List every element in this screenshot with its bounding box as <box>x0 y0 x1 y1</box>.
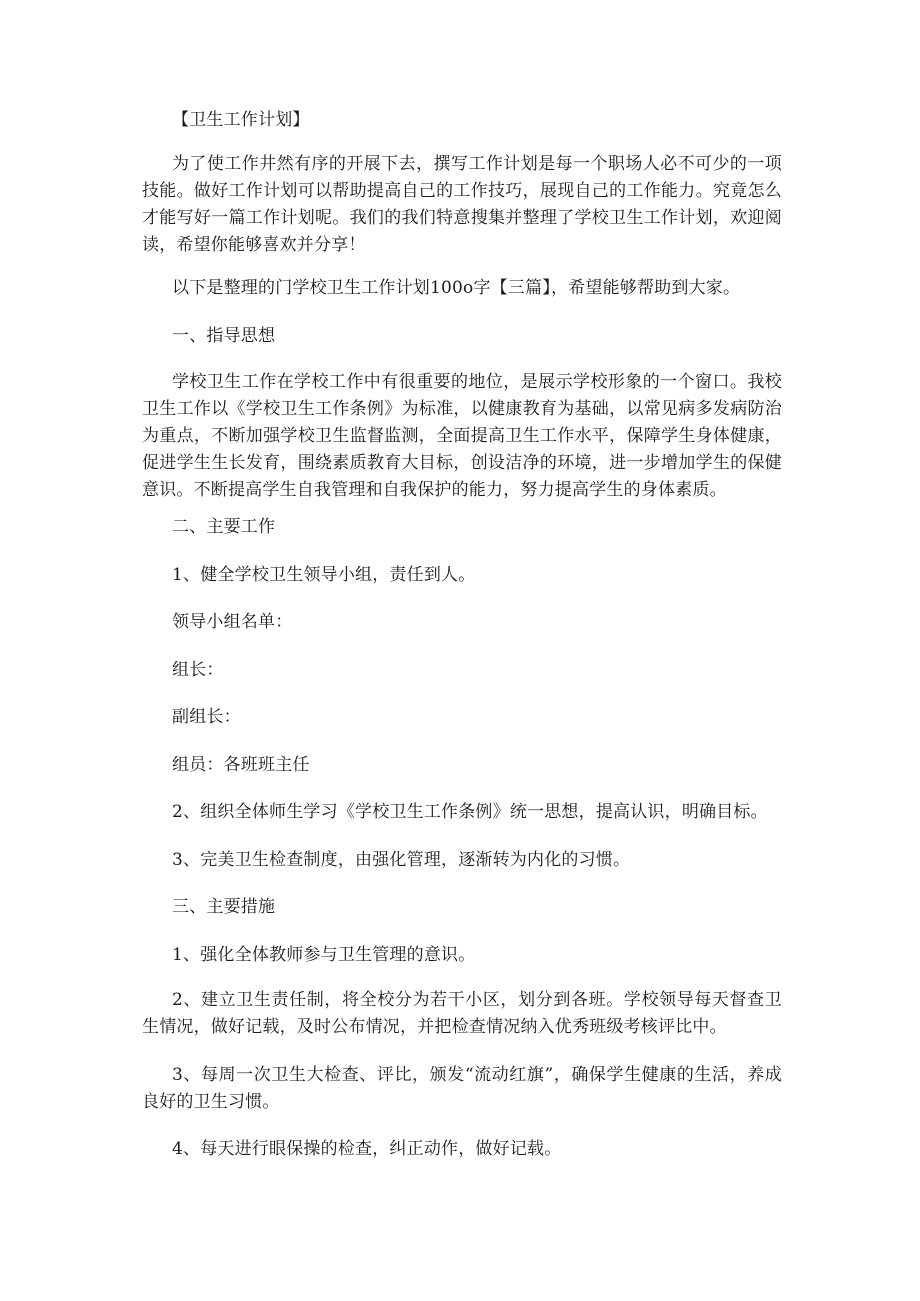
section3-item-2: 2、建立卫生责任制，将全校分为若干小区，划分到各班。学校领导每天督查卫生情况，做好记载，及时公布情况，并把检查情况纳入优秀班级考核评比中。 <box>142 990 782 1037</box>
section3-item-4: 4、每天进行眼保操的检查，纠正动作，做好记载。 <box>172 1139 562 1159</box>
section1-heading: 一、指导思想 <box>172 326 276 346</box>
section1-body: 学校卫生工作在学校工作中有很重要的地位，是展示学校形象的一个窗口。我校卫生工作以《学校卫生工作条例》为标准，以健康教育为基础，以常见病多发病防治为重点，不断加强学校卫生监督监测，全面提高卫生工作水平，保障学生身体健康，促进学生生长发育，围绕素质教育大目标，创设洁净的环境，进一步增加学生的保健意识。不断提高学生自我管理和自我保护的能力，努力提高学生的身体素质。 <box>142 372 782 500</box>
vice-leader-label: 副组长： <box>172 707 241 727</box>
intro-paragraph: 为了使工作井然有序的开展下去，撰写工作计划是每一个职场人必不可少的一项技能。做好工作计划可以帮助提高自己的工作技巧，展现自己的工作能力。究竟怎么才能写好一篇工作计划呢。我们的我们特意搜集并整理了学校卫生工作计划，欢迎阅读，希望你能够喜欢并分享！ <box>142 154 782 255</box>
lead-paragraph: 以下是整理的门学校卫生工作计划100o字【三篇】，希望能够帮助到大家。 <box>172 278 741 298</box>
section2-item-3: 3、完美卫生检查制度，由强化管理，逐渐转为内化的习惯。 <box>172 850 631 870</box>
document-title: 【卫生工作计划】 <box>172 110 310 130</box>
section3-item-3: 3、每周一次卫生大检查、评比，颁发“流动红旗”，确保学生健康的生活，养成良好的卫生习惯。 <box>142 1065 782 1112</box>
section3-item-1: 1、强化全体教师参与卫生管理的意识。 <box>172 945 476 965</box>
section2-item-1: 1、健全学校卫生领导小组，责任到人。 <box>172 565 476 585</box>
section2-item-2: 2、组织全体师生学习《学校卫生工作条例》统一思想，提高认识，明确目标。 <box>172 802 768 822</box>
leader-list-label: 领导小组名单： <box>172 612 293 632</box>
members-label: 组员：各班班主任 <box>172 755 310 775</box>
leader-label: 组长： <box>172 660 224 680</box>
section2-heading: 二、主要工作 <box>172 517 276 537</box>
section3-heading: 三、主要措施 <box>172 897 276 917</box>
